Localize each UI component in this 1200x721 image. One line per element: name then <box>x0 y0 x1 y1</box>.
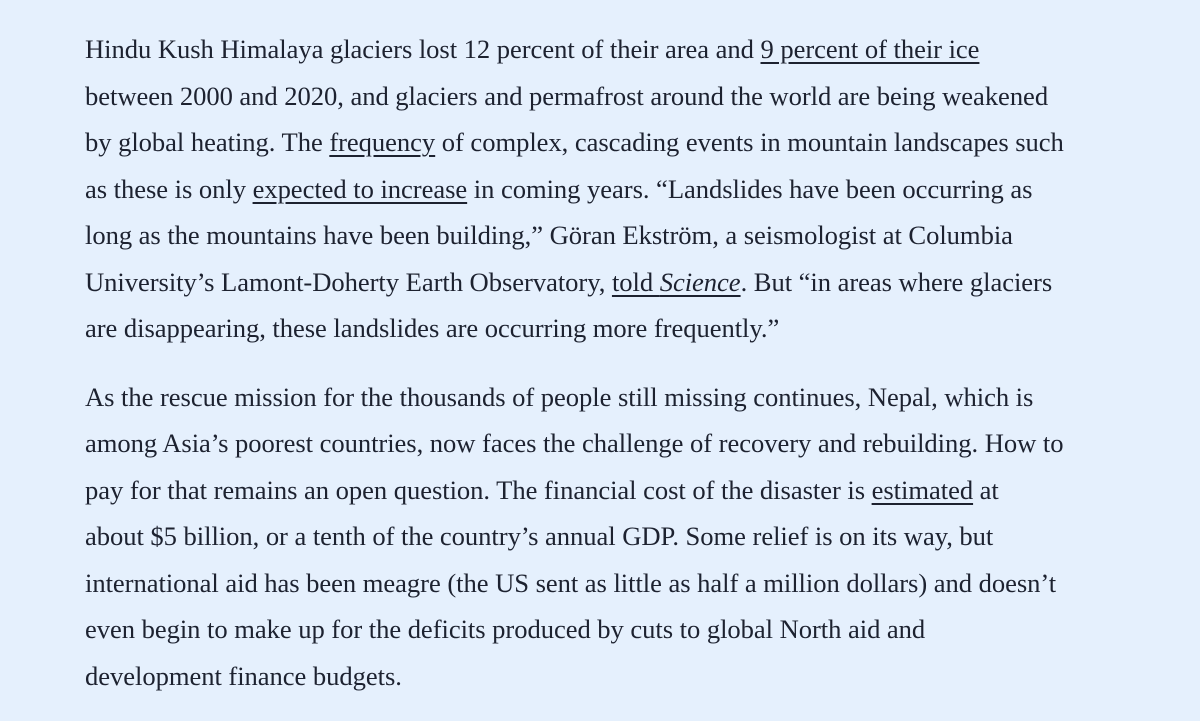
text-line <box>85 513 1170 560</box>
text-line <box>85 653 1170 700</box>
text-segment: as these is only <box>85 173 253 204</box>
text-segment: in coming years. “Landslides have been occurring as <box>467 173 1033 204</box>
link-frequency[interactable]: frequency <box>329 127 436 157</box>
text-line <box>85 212 1170 259</box>
text-line <box>85 259 1170 306</box>
text-segment: about $5 billion, or a tenth of the country’s annual GDP. Some relief is on its way, but <box>85 521 994 551</box>
text-segment: international aid has been meagre (the US sent as little as half a million dollars) and doesn’t <box>85 567 1057 598</box>
link-9-percent-of-their-ice[interactable]: 9 percent of their ice <box>760 34 980 64</box>
link-told[interactable]: told <box>611 266 660 297</box>
text-line <box>85 166 1170 213</box>
text-line <box>85 467 1170 514</box>
text-segment: are disappearing, these landslides are occurring more frequently.” <box>85 313 780 343</box>
text-line <box>85 26 1170 73</box>
text-segment: pay for that remains an open question. The financial cost of the disaster is <box>85 474 872 505</box>
text-segment: development finance budgets. <box>85 660 402 691</box>
text-segment: among Asia’s poorest countries, now faces the challenge of recovery and rebuilding. How to <box>85 428 1064 458</box>
text-segment: by global heating. The <box>85 127 330 157</box>
text-segment: at <box>973 474 999 505</box>
text-segment: even begin to make up for the deficits produced by cuts to global North aid and <box>85 614 926 644</box>
link-estimated[interactable]: estimated <box>871 474 974 505</box>
text-segment: University’s Lamont-Doherty Earth Observatory, <box>85 266 612 297</box>
link-science[interactable] <box>660 267 741 297</box>
link-expected-to-increase[interactable]: expected to increase <box>252 173 468 204</box>
text-line <box>85 374 1170 421</box>
article-body <box>85 26 1170 721</box>
text-line <box>85 606 1170 653</box>
text-line <box>85 119 1170 166</box>
text-line <box>85 420 1170 467</box>
text-segment: of complex, cascading events in mountain landscapes such <box>435 127 1064 157</box>
link-italic-text: Science <box>659 266 741 297</box>
text-segment: As the rescue mission for the thousands of people still missing continues, Nepal, which is <box>85 381 1034 412</box>
paragraph-2 <box>85 374 1170 700</box>
text-segment: . But “in areas where glaciers <box>740 266 1053 297</box>
text-segment: Hindu Kush Himalaya glaciers lost 12 percent of their area and <box>85 34 761 64</box>
paragraph-1 <box>85 26 1170 352</box>
text-segment: long as the mountains have been building,” Göran Ekström, a seismologist at Columbia <box>85 220 1013 250</box>
text-segment: between 2000 and 2020, and glaciers and permafrost around the world are being weakened <box>85 80 1049 111</box>
text-line <box>85 73 1170 120</box>
text-line <box>85 560 1170 607</box>
text-line <box>85 305 1170 352</box>
